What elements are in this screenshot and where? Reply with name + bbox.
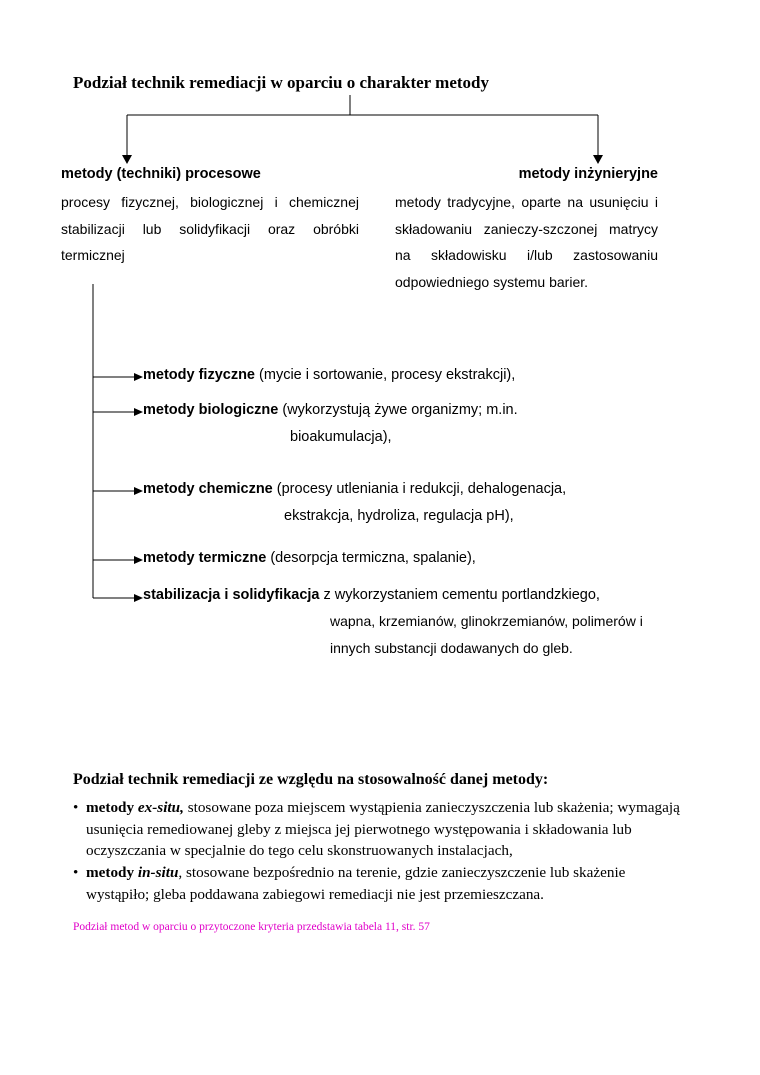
method-name: metody biologiczne (143, 402, 279, 418)
method-detail-continuation: bioakumulacja), (290, 429, 392, 445)
method-biological (143, 402, 518, 418)
bullet-term: in-situ (137, 864, 179, 881)
arrow-thermal (134, 556, 143, 564)
method-physical (143, 367, 515, 383)
method-detail-continuation: ekstrakcja, hydroliza, regulacja pH), (284, 508, 514, 524)
method-detail: z wykorzystaniem cementu portlandzkiego, (323, 587, 600, 603)
bullet-in-situ (73, 862, 682, 905)
bullet-bold: metody (86, 799, 135, 816)
page-title: Podział technik remediacji w oparciu o charakter metody (73, 73, 489, 92)
arrow-right-branch (593, 155, 603, 164)
bullet-dot: • (73, 864, 79, 881)
method-detail-continuation: wapna, krzemianów, glinokrzemianów, polimerów i innych substancji dodawanych do gleb. (330, 613, 643, 656)
method-detail: (wykorzystują żywe organizmy; m.in. (282, 402, 518, 418)
arrow-physical (134, 373, 143, 381)
section-title: Podział technik remediacji ze względu na stosowalność danej metody: (73, 771, 549, 788)
bullet-term: ex-situ, (137, 799, 184, 816)
left-branch-description: procesy fizycznej, biologicznej i chemicznej stabilizacji lub solidyfikacji oraz obróbki termicznej (61, 194, 359, 263)
method-name: metody termiczne (143, 550, 267, 566)
bullet-dot: • (73, 799, 79, 816)
arrow-stabilization (134, 594, 143, 602)
bullet-text: , stosowane bezpośrednio na terenie, gdzie zanieczyszczenie lub skażenie wystąpiło; gleba poddawana zabiegowi remediacji nie jest przemieszczana. (86, 864, 626, 903)
arrow-biological (134, 408, 143, 416)
method-detail: (procesy utleniania i redukcji, dehalogenacja, (276, 481, 567, 497)
method-name: metody chemiczne (143, 481, 273, 497)
right-branch-heading: metody inżynieryjne (518, 166, 658, 182)
left-branch-heading: metody (techniki) procesowe (61, 166, 261, 182)
table-reference-note: Podział metod w oparciu o przytoczone kryteria przedstawia tabela 11, str. 57 (73, 921, 430, 933)
method-detail: (mycie i sortowanie, procesy ekstrakcji), (259, 367, 516, 383)
method-name: stabilizacja i solidyfikacja (143, 587, 320, 603)
method-name: metody fizyczne (143, 367, 255, 383)
bullet-bold: metody (86, 864, 135, 881)
method-detail: (desorpcja termiczna, spalanie), (270, 550, 476, 566)
method-thermal (143, 550, 476, 566)
bullet-text: stosowane poza miejscem wystąpienia zanieczyszczenia lub skażenia; wymagają usunięcia remediowanej gleby z miejsca jej pierwotnego występowania i składowania lub oczyszczania w specjalnie do tego celu skonstruowanych instalacjach, (86, 799, 680, 859)
arrow-left-branch (122, 155, 132, 164)
bullet-ex-situ (73, 797, 682, 862)
method-chemical (143, 481, 566, 497)
arrow-chemical (134, 487, 143, 495)
method-stabilization (143, 587, 600, 603)
right-branch-description: metody tradycyjne, oparte na usunięciu i składowaniu zanieczy-szczonej matrycy na składowisku i/lub zastosowaniu odpowiedniego systemu barier. (395, 194, 658, 290)
